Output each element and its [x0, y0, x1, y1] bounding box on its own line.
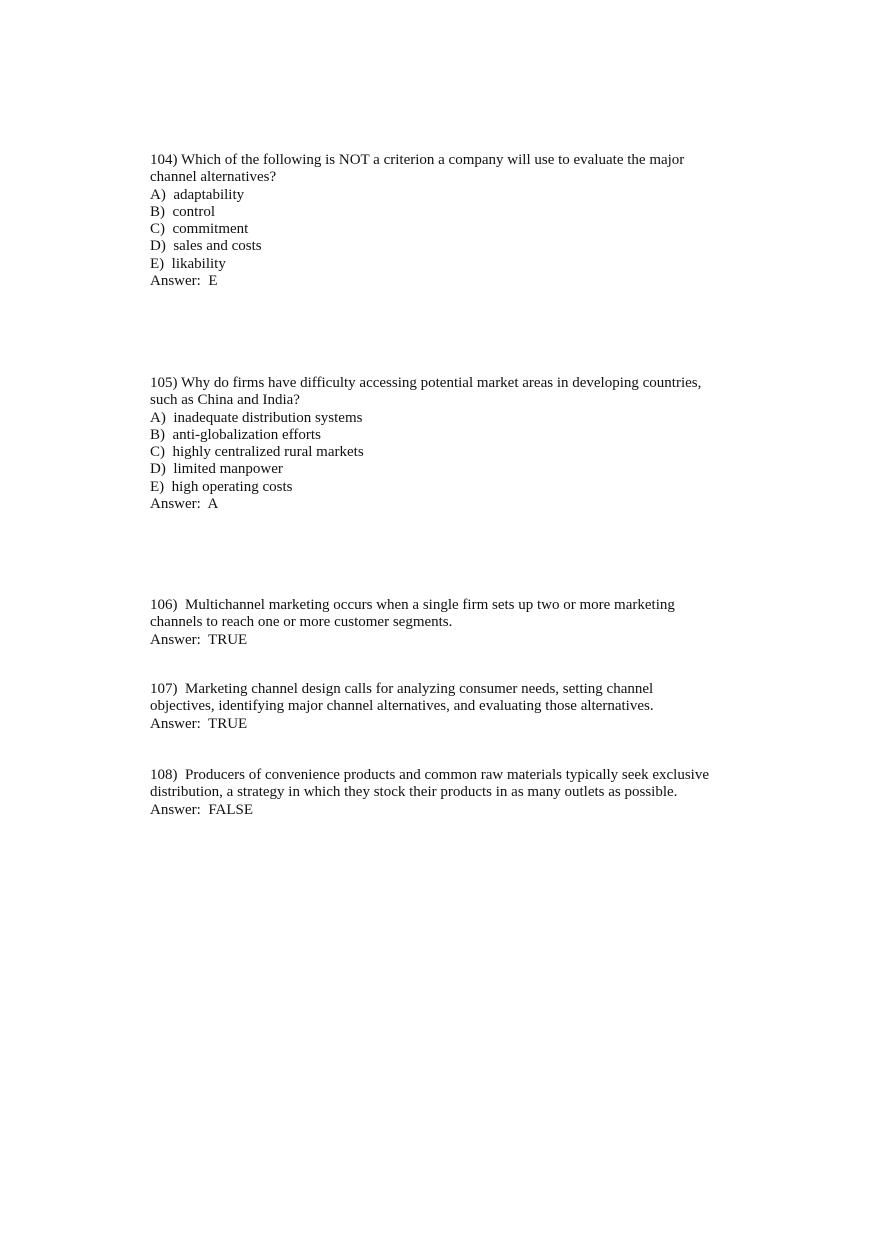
question-text-line: such as China and India? — [150, 392, 300, 409]
question-text-line: channel alternatives? — [150, 169, 277, 186]
question-105 — [150, 375, 740, 513]
question-text-line: 104) Which of the following is NOT a criterion a company will use to evaluate the major — [150, 152, 685, 168]
question-text-line: 108) Producers of convenience products and common raw materials typically seek exclusive — [150, 767, 709, 783]
option-c: C) commitment — [150, 221, 249, 238]
option-c: C) highly centralized rural markets — [150, 444, 364, 461]
answer-line: Answer: TRUE — [150, 631, 248, 648]
option-a: A) inadequate distribution systems — [150, 409, 363, 426]
answer-line: Answer: TRUE — [150, 715, 248, 732]
question-107 — [150, 681, 740, 733]
option-e: E) likability — [150, 255, 226, 272]
option-b: B) anti-globalization efforts — [150, 426, 321, 443]
answer-line: Answer: A — [150, 496, 219, 513]
question-104 — [150, 152, 740, 290]
option-d: D) limited manpower — [150, 461, 283, 478]
question-text-line: 106) Multichannel marketing occurs when a single firm sets up two or more marketing — [150, 597, 675, 613]
answer-line: Answer: E — [150, 273, 218, 290]
answer-line: Answer: FALSE — [150, 801, 254, 818]
question-text-line: 107) Marketing channel design calls for analyzing consumer needs, setting channel — [150, 681, 654, 697]
question-text-line: 105) Why do firms have difficulty accessing potential market areas in developing countries, — [150, 375, 702, 391]
option-b: B) control — [150, 203, 215, 220]
question-text-line: distribution, a strategy in which they stock their products in as many outlets as possible. — [150, 784, 678, 801]
option-d: D) sales and costs — [150, 238, 262, 255]
question-text-line: channels to reach one or more customer segments. — [150, 614, 453, 631]
question-108 — [150, 767, 740, 819]
option-a: A) adaptability — [150, 186, 245, 203]
question-text-line: objectives, identifying major channel alternatives, and evaluating those alternatives. — [150, 698, 654, 715]
option-e: E) high operating costs — [150, 478, 293, 495]
question-106 — [150, 597, 740, 649]
